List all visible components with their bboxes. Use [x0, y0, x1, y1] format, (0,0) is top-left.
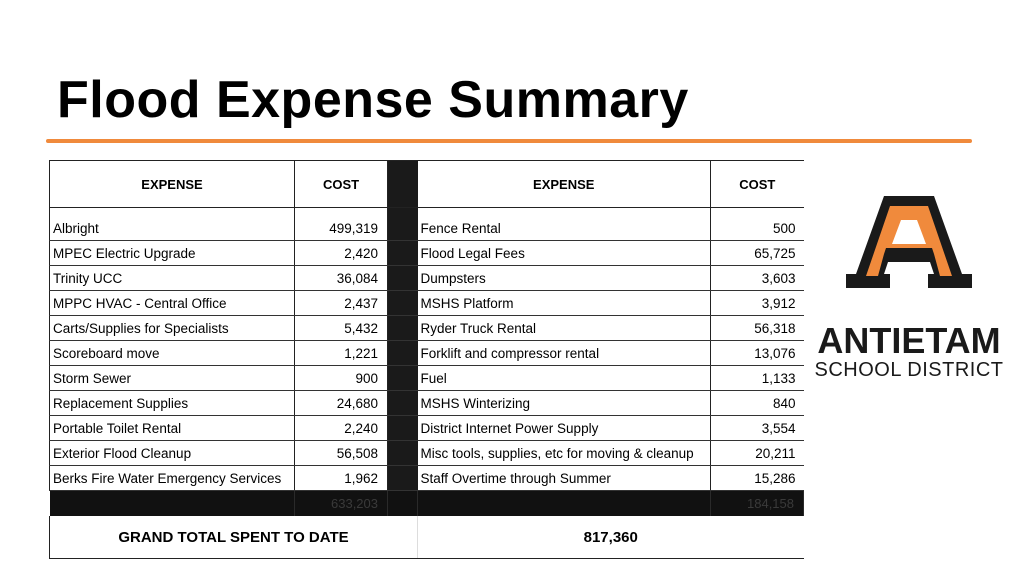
expense-cost-right: 20,211: [711, 441, 804, 466]
expense-name-right: Fuel: [418, 366, 711, 391]
column-divider: [388, 441, 418, 466]
expense-cost-right: 500: [711, 216, 804, 241]
header-cost-right: COST: [711, 161, 804, 208]
column-divider: [388, 266, 418, 291]
expense-cost-left: 1,962: [295, 466, 388, 491]
expense-name-right: Forklift and compressor rental: [418, 341, 711, 366]
grand-total-row: [50, 516, 804, 559]
column-divider: [388, 316, 418, 341]
column-divider: [388, 291, 418, 316]
logo-text-school-district: SCHOOL DISTRICT: [814, 359, 1004, 381]
expense-cost-right: 13,076: [711, 341, 804, 366]
column-divider: [388, 241, 418, 266]
expense-name-left: Replacement Supplies: [50, 391, 295, 416]
expense-name-right: District Internet Power Supply: [418, 416, 711, 441]
expense-name-right: Misc tools, supplies, etc for moving & cleanup: [418, 441, 711, 466]
column-divider: [388, 366, 418, 391]
expense-name-left: Storm Sewer: [50, 366, 295, 391]
table-row: [50, 366, 804, 391]
expense-cost-left: 1,221: [295, 341, 388, 366]
subtotal-row: [50, 491, 804, 517]
table-row: [50, 216, 804, 241]
expense-name-right: Fence Rental: [418, 216, 711, 241]
expense-cost-right: 56,318: [711, 316, 804, 341]
column-divider: [388, 216, 418, 241]
expense-name-left: MPEC Electric Upgrade: [50, 241, 295, 266]
subtotal-label-left: [50, 491, 295, 517]
column-divider: [388, 416, 418, 441]
table-row: [50, 341, 804, 366]
subtotal-left: 633,203: [295, 491, 388, 517]
expense-cost-left: 900: [295, 366, 388, 391]
slide-title: Flood Expense Summary: [57, 71, 689, 129]
expense-name-left: MPPC HVAC - Central Office: [50, 291, 295, 316]
table-header-row: [50, 161, 804, 208]
logo-text-antietam: ANTIETAM: [817, 320, 1001, 361]
subtotal-label-right: [418, 491, 711, 517]
expense-cost-left: 5,432: [295, 316, 388, 341]
column-divider: [388, 466, 418, 491]
expense-cost-left: 2,240: [295, 416, 388, 441]
expense-cost-right: 3,603: [711, 266, 804, 291]
expense-cost-right: 840: [711, 391, 804, 416]
header-expense-right: EXPENSE: [418, 161, 711, 208]
grand-total-value: 817,360: [418, 516, 804, 559]
expense-table: [49, 160, 804, 559]
column-divider: [388, 491, 418, 517]
column-divider: [388, 391, 418, 416]
expense-name-left: Portable Toilet Rental: [50, 416, 295, 441]
expense-cost-right: 15,286: [711, 466, 804, 491]
title-underline: [46, 139, 972, 143]
expense-name-left: Scoreboard move: [50, 341, 295, 366]
expense-name-right: Ryder Truck Rental: [418, 316, 711, 341]
table-row: [50, 416, 804, 441]
table-row: [50, 316, 804, 341]
expense-name-right: MSHS Winterizing: [418, 391, 711, 416]
expense-name-left: Exterior Flood Cleanup: [50, 441, 295, 466]
expense-name-left: Berks Fire Water Emergency Services: [50, 466, 295, 491]
header-expense-left: EXPENSE: [50, 161, 295, 208]
table-row: [50, 266, 804, 291]
expense-name-right: Staff Overtime through Summer: [418, 466, 711, 491]
table-row: [50, 441, 804, 466]
expense-name-left: Trinity UCC: [50, 266, 295, 291]
expense-name-right: Dumpsters: [418, 266, 711, 291]
table-row: [50, 391, 804, 416]
table-row: [50, 466, 804, 491]
column-divider: [388, 341, 418, 366]
expense-name-right: Flood Legal Fees: [418, 241, 711, 266]
table-row: [50, 291, 804, 316]
expense-cost-right: 3,912: [711, 291, 804, 316]
expense-cost-left: 499,319: [295, 216, 388, 241]
expense-cost-left: 36,084: [295, 266, 388, 291]
expense-cost-left: 56,508: [295, 441, 388, 466]
grand-total-label: GRAND TOTAL SPENT TO DATE: [50, 516, 418, 559]
expense-cost-right: 1,133: [711, 366, 804, 391]
letter-a-icon: [846, 196, 972, 288]
expense-name-right: MSHS Platform: [418, 291, 711, 316]
expense-cost-left: 24,680: [295, 391, 388, 416]
expense-cost-left: 2,437: [295, 291, 388, 316]
expense-name-left: Albright: [50, 216, 295, 241]
subtotal-right: 184,158: [711, 491, 804, 517]
expense-name-left: Carts/Supplies for Specialists: [50, 316, 295, 341]
expense-cost-left: 2,420: [295, 241, 388, 266]
expense-cost-right: 65,725: [711, 241, 804, 266]
expense-cost-right: 3,554: [711, 416, 804, 441]
antietam-logo: [806, 196, 1012, 386]
header-spacer: [50, 208, 804, 217]
table-row: [50, 241, 804, 266]
header-cost-left: COST: [295, 161, 388, 208]
column-divider: [388, 161, 418, 208]
